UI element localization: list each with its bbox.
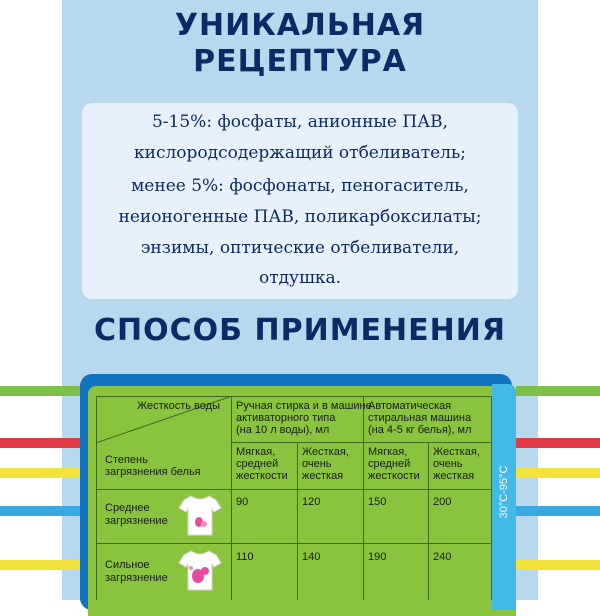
- dosage-value: 120: [302, 496, 321, 508]
- dosage-value: 140: [302, 551, 321, 563]
- tshirt-heavy-stains-icon: [176, 546, 224, 594]
- composition-line: энзимы, оптические отбеливатели,: [140, 238, 460, 258]
- row-medium-soiling-label: Среднее: [105, 502, 150, 514]
- unique-recipe-heading: [62, 8, 538, 80]
- row-medium-soiling-label: загрязнение: [105, 515, 168, 527]
- soiling-level-header-line2: загрязнения белья: [105, 466, 201, 478]
- subheader-soft-medium-auto: жесткости: [368, 470, 420, 482]
- subheader-soft-medium-auto: средней: [368, 458, 411, 470]
- dosage-value: 110: [236, 551, 254, 563]
- decor-stripe: [0, 468, 80, 478]
- subheader-hard-auto: Жесткая,: [433, 446, 480, 458]
- subheader-soft-medium-auto: Мягкая,: [368, 446, 408, 458]
- dosage-value: 90: [236, 496, 249, 508]
- dosage-value: 240: [433, 551, 452, 563]
- subheader-soft-medium: средней: [236, 458, 279, 470]
- tshirt-medium-stains-icon: [176, 491, 224, 539]
- row-heavy-soiling-label: загрязнение: [105, 572, 168, 584]
- subheader-hard-auto: жесткая: [433, 470, 475, 482]
- subheader-soft-medium: жесткости: [236, 470, 288, 482]
- decor-stripe: [0, 438, 80, 448]
- unique-recipe-heading-line2: РЕЦЕПТУРА: [193, 44, 407, 79]
- composition-line: менее 5%: фосфонаты, пеногаситель,: [131, 176, 469, 196]
- dosage-value: 200: [433, 496, 452, 508]
- hand-wash-header: активаторного типа: [236, 412, 336, 424]
- composition-line: 5-15%: фосфаты, анионные ПАВ,: [151, 112, 448, 132]
- table-line: [363, 396, 364, 600]
- subheader-hard: очень: [302, 458, 332, 470]
- decor-stripe: [0, 386, 80, 396]
- unique-recipe-heading-line1: УНИКАЛЬНАЯ: [174, 8, 426, 43]
- decor-stripe: [516, 560, 600, 570]
- subheader-hard: жесткая: [302, 470, 344, 482]
- decor-stripe: [0, 560, 80, 570]
- subheader-hard-auto: очень: [433, 458, 463, 470]
- soiling-level-header-line1: Степень: [105, 454, 148, 466]
- table-line: [96, 396, 492, 397]
- decor-stripe: [516, 506, 600, 516]
- table-line: [96, 396, 97, 600]
- table-line: [491, 396, 492, 600]
- hand-wash-header: (на 10 л воды), мл: [236, 424, 330, 436]
- composition-line: кислородсодержащий отбеливатель;: [134, 143, 466, 163]
- automatic-machine-header: стиральная машина: [368, 412, 472, 424]
- subheader-soft-medium: Мягкая,: [236, 446, 276, 458]
- table-line: [297, 442, 298, 600]
- dosage-value: 190: [368, 551, 387, 563]
- temperature-label: 30°C-95°C: [498, 465, 510, 519]
- usage-heading: СПОСОБ ПРИМЕНЕНИЯ: [94, 313, 506, 348]
- automatic-machine-header: Автоматическая: [368, 400, 452, 412]
- dosage-value: 150: [368, 496, 387, 508]
- decor-stripe: [0, 506, 80, 516]
- water-hardness-header: Жесткость воды: [137, 400, 220, 412]
- row-heavy-soiling-label: Сильное: [105, 559, 150, 571]
- composition-line: неионогенные ПАВ, поликарбоксилаты;: [118, 207, 482, 227]
- subheader-hard: Жесткая,: [302, 446, 349, 458]
- decor-stripe: [516, 468, 600, 478]
- hand-wash-header: Ручная стирка и в машине: [236, 400, 372, 412]
- composition-line: отдушка.: [258, 268, 342, 288]
- table-line: [96, 489, 492, 490]
- table-line: [231, 442, 492, 443]
- table-line: [231, 396, 232, 600]
- automatic-machine-header: (на 4-5 кг белья), мл: [368, 424, 472, 436]
- decor-stripe: [516, 386, 600, 396]
- table-line: [428, 442, 429, 600]
- decor-stripe: [516, 438, 600, 448]
- table-line: [96, 543, 492, 544]
